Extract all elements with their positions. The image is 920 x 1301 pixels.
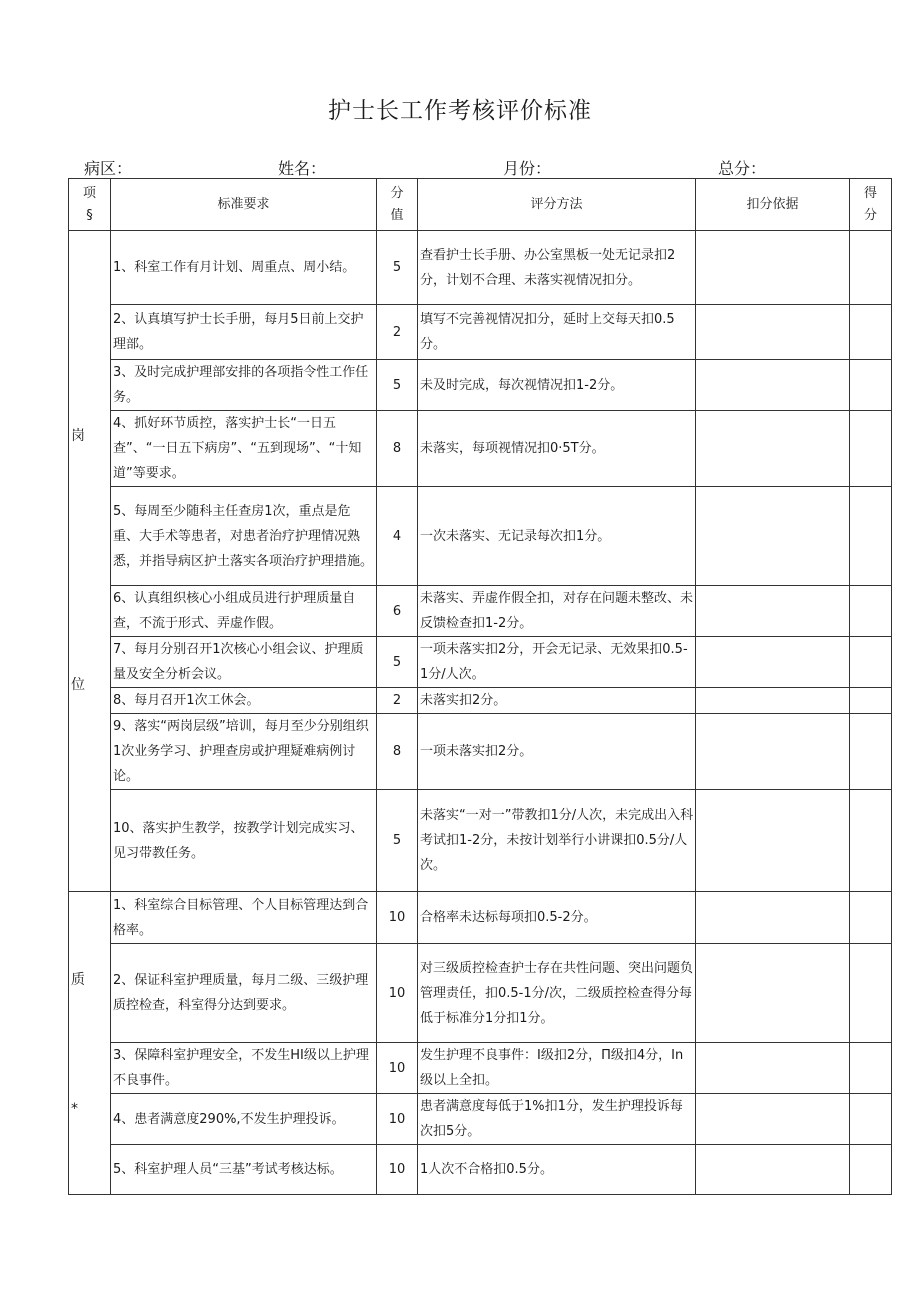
standard-cell: 8、每月召开1次工休会。 — [111, 688, 377, 714]
score-cell: 2 — [377, 305, 418, 360]
basis-cell[interactable] — [696, 1094, 850, 1145]
ward-label: 病区： — [84, 159, 133, 178]
basis-cell[interactable] — [696, 586, 850, 637]
method-cell: 查看护士长手册、办公室黑板一处无记录扣2分，计划不合理、未落实视情况扣分。 — [418, 231, 696, 305]
standard-cell: 5、每周至少随科主任查房1次，重点是危重、大手术等患者，对患者治疗护理情况熟悉，并指导病区护土落实各项治疗护理措施。 — [111, 487, 377, 586]
basis-cell[interactable] — [696, 231, 850, 305]
got-score-cell[interactable] — [850, 360, 892, 411]
got-score-cell[interactable] — [850, 487, 892, 586]
table-row — [69, 1094, 892, 1145]
method-cell: 未落实扣2分。 — [418, 688, 696, 714]
section-char: * — [71, 1101, 78, 1117]
table-row — [69, 487, 892, 586]
method-cell: 发生护理不良事件：I级扣2分，Π级扣4分，In级以上全扣。 — [418, 1043, 696, 1094]
section-cell-position — [69, 231, 111, 892]
standard-cell: 10、落实护生教学，按教学计划完成实习、见习带教任务。 — [111, 790, 377, 892]
standard-cell: 2、认真填写护士长手册，每月5日前上交护理部。 — [111, 305, 377, 360]
basis-cell[interactable] — [696, 1145, 850, 1195]
header-standard: 标准要求 — [111, 179, 377, 231]
method-cell: 对三级质控检查护士存在共性问题、突出问题负管理责任，扣0.5-1分/次，二级质控检查得分每低于标准分1分扣1分。 — [418, 944, 696, 1043]
method-cell: 未落实“一对一”带教扣1分/人次，未完成出入科考试扣1-2分，未按计划举行小讲课扣0.5分/人次。 — [418, 790, 696, 892]
standard-cell: 9、落实“两岗层级”培训，每月至少分别组织1次业务学习、护理查房或护理疑难病例讨论。 — [111, 714, 377, 790]
got-score-cell[interactable] — [850, 892, 892, 944]
table-row — [69, 1043, 892, 1094]
score-cell: 2 — [377, 688, 418, 714]
standard-cell: 5、科室护理人员“三基”考试考核达标。 — [111, 1145, 377, 1195]
table-row — [69, 411, 892, 487]
section-char: 岗 — [71, 428, 85, 444]
got-score-cell[interactable] — [850, 790, 892, 892]
score-cell: 10 — [377, 1094, 418, 1145]
header-method: 评分方法 — [418, 179, 696, 231]
method-cell: 未落实，每项视情况扣0·5T分。 — [418, 411, 696, 487]
standard-cell: 1、科室综合目标管理、个人目标管理达到合格率。 — [111, 892, 377, 944]
score-cell: 10 — [377, 944, 418, 1043]
score-cell: 10 — [377, 1043, 418, 1094]
got-score-cell[interactable] — [850, 411, 892, 487]
name-label: 姓名： — [278, 159, 327, 178]
method-cell: 一次未落实、无记录每次扣1分。 — [418, 487, 696, 586]
basis-cell[interactable] — [696, 487, 850, 586]
method-cell: 合格率未达标每项扣0.5-2分。 — [418, 892, 696, 944]
score-cell: 10 — [377, 892, 418, 944]
basis-cell[interactable] — [696, 714, 850, 790]
method-cell: 一项未落实扣2分。 — [418, 714, 696, 790]
table-row — [69, 944, 892, 1043]
table-header-row — [69, 179, 892, 231]
standard-cell: 3、及时完成护理部安排的各项指令性工作任务。 — [111, 360, 377, 411]
method-cell: 一项未落实扣2分，开会无记录、无效果扣0.5-1分/人次。 — [418, 637, 696, 688]
basis-cell[interactable] — [696, 305, 850, 360]
table-row — [69, 790, 892, 892]
basis-cell[interactable] — [696, 360, 850, 411]
standard-cell: 7、每月分别召开1次核心小组会议、护理质量及安全分析会议。 — [111, 637, 377, 688]
got-score-cell[interactable] — [850, 1043, 892, 1094]
table-row — [69, 688, 892, 714]
month-label: 月份： — [503, 159, 552, 178]
table-row — [69, 714, 892, 790]
got-score-cell[interactable] — [850, 231, 892, 305]
score-cell: 5 — [377, 790, 418, 892]
score-cell: 8 — [377, 714, 418, 790]
method-cell: 未及时完成，每次视情况扣1-2分。 — [418, 360, 696, 411]
table-row — [69, 305, 892, 360]
standard-cell: 3、保障科室护理安全，不发生HI级以上护理不良事件。 — [111, 1043, 377, 1094]
standard-cell: 6、认真组织核心小组成员进行护理质量自查，不流于形式、弄虚作假。 — [111, 586, 377, 637]
standard-cell: 1、科室工作有月计划、周重点、周小结。 — [111, 231, 377, 305]
method-cell: 1人次不合格扣0.5分。 — [418, 1145, 696, 1195]
standard-cell: 4、患者满意度290%,不发生护理投诉。 — [111, 1094, 377, 1145]
method-cell: 患者满意度每低于1%扣1分，发生护理投诉每次扣5分。 — [418, 1094, 696, 1145]
score-cell: 8 — [377, 411, 418, 487]
score-cell: 10 — [377, 1145, 418, 1195]
basis-cell[interactable] — [696, 637, 850, 688]
got-score-cell[interactable] — [850, 1145, 892, 1195]
got-score-cell[interactable] — [850, 1094, 892, 1145]
score-cell: 5 — [377, 360, 418, 411]
score-cell: 5 — [377, 231, 418, 305]
table-row — [69, 586, 892, 637]
score-cell: 4 — [377, 487, 418, 586]
table-row — [69, 1145, 892, 1195]
header-basis: 扣分依据 — [696, 179, 850, 231]
section-char: 位 — [71, 677, 85, 693]
got-score-cell[interactable] — [850, 586, 892, 637]
header-score: 分 值 — [377, 179, 418, 231]
header-got-score: 得 分 — [850, 179, 892, 231]
basis-cell[interactable] — [696, 688, 850, 714]
got-score-cell[interactable] — [850, 637, 892, 688]
score-cell: 5 — [377, 637, 418, 688]
got-score-cell[interactable] — [850, 688, 892, 714]
section-char: 质 — [71, 972, 85, 988]
section-cell-quality — [69, 892, 111, 1195]
got-score-cell[interactable] — [850, 305, 892, 360]
table-row — [69, 360, 892, 411]
method-cell: 未落实、弄虚作假全扣，对存在问题未整改、未反馈检查扣1-2分。 — [418, 586, 696, 637]
method-cell: 填写不完善视情况扣分，延时上交每天扣0.5分。 — [418, 305, 696, 360]
table-row — [69, 637, 892, 688]
basis-cell[interactable] — [696, 892, 850, 944]
basis-cell[interactable] — [696, 944, 850, 1043]
basis-cell[interactable] — [696, 1043, 850, 1094]
table-row — [69, 231, 892, 305]
header-item: 项 § — [69, 179, 111, 231]
got-score-cell[interactable] — [850, 944, 892, 1043]
page-title: 护士长工作考核评价标准 — [328, 98, 592, 124]
score-cell: 6 — [377, 586, 418, 637]
standard-cell: 2、保证科室护理质量，每月二级、三级护理质控检查，科室得分达到要求。 — [111, 944, 377, 1043]
basis-cell[interactable] — [696, 790, 850, 892]
table-row — [69, 892, 892, 944]
basis-cell[interactable] — [696, 411, 850, 487]
standard-cell: 4、抓好环节质控，落实护士长“一日五查”、“一日五下病房”、“五到现场”、“十知道”等要求。 — [111, 411, 377, 487]
evaluation-table — [68, 178, 892, 1195]
total-label: 总分： — [718, 159, 767, 178]
got-score-cell[interactable] — [850, 714, 892, 790]
